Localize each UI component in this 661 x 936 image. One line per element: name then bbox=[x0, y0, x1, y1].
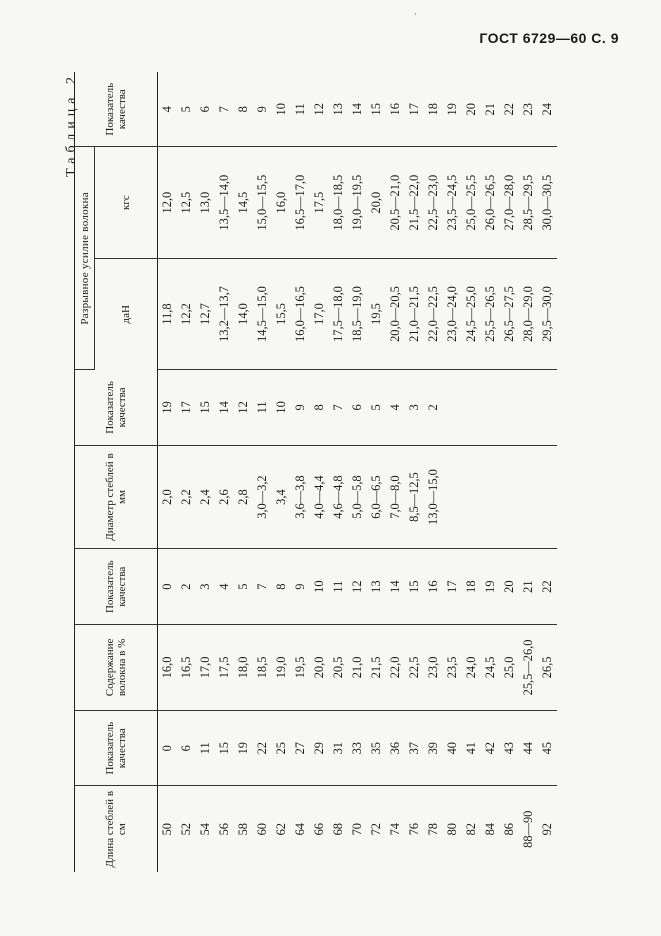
cell-diameter bbox=[519, 445, 538, 549]
cell-dan: 16,0—16,5 bbox=[291, 258, 310, 369]
cell-fiber: 18,0 bbox=[234, 624, 253, 710]
col-header-dan: даН bbox=[95, 258, 158, 369]
table-row bbox=[234, 72, 253, 872]
cell-quality-2: 4 bbox=[215, 549, 234, 624]
cell-quality-4: 9 bbox=[253, 72, 272, 147]
cell-length: 58 bbox=[236, 823, 250, 836]
cell-quality-3: 6 bbox=[348, 370, 367, 445]
cell-quality-2: 22 bbox=[538, 549, 557, 624]
cell-quality-3: 9 bbox=[291, 370, 310, 445]
cell-quality-1: 31 bbox=[329, 710, 348, 785]
cell-quality-4: 13 bbox=[329, 72, 348, 147]
cell-dan: 24,5—25,0 bbox=[462, 258, 481, 369]
cell-quality-1: 39 bbox=[424, 710, 443, 785]
cell-quality-3: 17 bbox=[177, 370, 196, 445]
cell-quality-3 bbox=[462, 370, 481, 445]
cell-diameter: 2,8 bbox=[234, 445, 253, 549]
cell-length: 80 bbox=[445, 823, 459, 836]
table-row bbox=[481, 72, 500, 872]
cell-quality-3: 12 bbox=[234, 370, 253, 445]
cell-fiber: 18,5 bbox=[253, 624, 272, 710]
cell-quality-3: 7 bbox=[329, 370, 348, 445]
col-header-quality-2: Показатель качества bbox=[75, 549, 158, 624]
cell-fiber: 24,0 bbox=[462, 624, 481, 710]
cell-quality-3 bbox=[500, 370, 519, 445]
cell-quality-1: 29 bbox=[310, 710, 329, 785]
table-row bbox=[272, 72, 291, 872]
cell-quality-4: 10 bbox=[272, 72, 291, 147]
cell-quality-4: 19 bbox=[443, 72, 462, 147]
col-header-quality-4: Показатель качества bbox=[75, 72, 158, 147]
cell-quality-2: 7 bbox=[253, 549, 272, 624]
cell-dan: 19,5 bbox=[367, 258, 386, 369]
cell-diameter: 7,0—8,0 bbox=[386, 445, 405, 549]
cell-dan: 14,5—15,0 bbox=[253, 258, 272, 369]
table-row bbox=[215, 72, 234, 872]
cell-dan: 18,5—19,0 bbox=[348, 258, 367, 369]
cell-diameter bbox=[481, 445, 500, 549]
cell-kgs: 27,0—28,0 bbox=[500, 147, 519, 258]
cell-quality-4: 4 bbox=[158, 72, 178, 147]
table-row bbox=[253, 72, 272, 872]
cell-quality-2: 3 bbox=[196, 549, 215, 624]
cell-quality-1: 43 bbox=[500, 710, 519, 785]
col-header-quality-1: Показатель качества bbox=[75, 710, 158, 785]
table-row bbox=[291, 72, 310, 872]
cell-dan: 22,0—22,5 bbox=[424, 258, 443, 369]
cell-quality-1: 37 bbox=[405, 710, 424, 785]
table-row bbox=[424, 72, 443, 872]
cell-kgs: 12,0 bbox=[158, 147, 178, 258]
cell-quality-1: 33 bbox=[348, 710, 367, 785]
table-row bbox=[405, 72, 424, 872]
cell-quality-2: 0 bbox=[158, 549, 178, 624]
cell-length: 60 bbox=[255, 823, 269, 836]
page-header: ГОСТ 6729—60 С. 9 bbox=[479, 30, 619, 46]
rotated-table-area bbox=[56, 62, 616, 872]
cell-quality-2: 19 bbox=[481, 549, 500, 624]
col-header-quality-3: Показатель качества bbox=[75, 370, 158, 445]
cell-diameter: 8,5—12,5 bbox=[405, 445, 424, 549]
col-header-force-group: Разрывное усилие волокна bbox=[75, 147, 95, 370]
cell-quality-4: 15 bbox=[367, 72, 386, 147]
cell-fiber: 25,5—26,0 bbox=[519, 624, 538, 710]
cell-length: 70 bbox=[350, 823, 364, 836]
cell-dan: 11,8 bbox=[158, 258, 178, 369]
cell-dan: 20,0—20,5 bbox=[386, 258, 405, 369]
cell-fiber: 20,0 bbox=[310, 624, 329, 710]
col-header-length: Длина стеблей в см bbox=[75, 786, 158, 872]
cell-quality-4: 16 bbox=[386, 72, 405, 147]
cell-length: 54 bbox=[198, 823, 212, 836]
table-row bbox=[462, 72, 481, 872]
cell-length: 66 bbox=[312, 823, 326, 836]
cell-quality-1: 44 bbox=[519, 710, 538, 785]
cell-quality-4: 20 bbox=[462, 72, 481, 147]
cell-kgs: 15,0—15,5 bbox=[253, 147, 272, 258]
cell-diameter: 3,6—3,8 bbox=[291, 445, 310, 549]
cell-quality-3: 15 bbox=[196, 370, 215, 445]
cell-quality-2: 9 bbox=[291, 549, 310, 624]
cell-quality-4: 21 bbox=[481, 72, 500, 147]
cell-kgs: 19,0—19,5 bbox=[348, 147, 367, 258]
cell-fiber: 21,5 bbox=[367, 624, 386, 710]
cell-kgs: 17,5 bbox=[310, 147, 329, 258]
cell-kgs: 23,5—24,5 bbox=[443, 147, 462, 258]
cell-dan: 14,0 bbox=[234, 258, 253, 369]
cell-fiber: 16,0 bbox=[158, 624, 178, 710]
cell-length: 84 bbox=[483, 823, 497, 836]
cell-quality-1: 0 bbox=[158, 710, 178, 785]
table-row bbox=[329, 72, 348, 872]
cell-kgs: 30,0—30,5 bbox=[538, 147, 557, 258]
cell-quality-2: 15 bbox=[405, 549, 424, 624]
cell-quality-3: 2 bbox=[424, 370, 443, 445]
table-row bbox=[196, 72, 215, 872]
cell-quality-2: 18 bbox=[462, 549, 481, 624]
cell-kgs: 25,0—25,5 bbox=[462, 147, 481, 258]
cell-kgs: 13,0 bbox=[196, 147, 215, 258]
cell-diameter bbox=[443, 445, 462, 549]
cell-diameter: 3,4 bbox=[272, 445, 291, 549]
cell-kgs: 14,5 bbox=[234, 147, 253, 258]
cell-kgs: 28,5—29,5 bbox=[519, 147, 538, 258]
cell-diameter: 6,0—6,5 bbox=[367, 445, 386, 549]
cell-quality-2: 10 bbox=[310, 549, 329, 624]
cell-length: 76 bbox=[407, 823, 421, 836]
cell-quality-4: 5 bbox=[177, 72, 196, 147]
table-row bbox=[158, 72, 178, 872]
cell-diameter: 2,2 bbox=[177, 445, 196, 549]
cell-length: 88—90 bbox=[521, 810, 535, 848]
cell-length: 92 bbox=[540, 823, 554, 836]
cell-dan: 13,2—13,7 bbox=[215, 258, 234, 369]
cell-fiber: 24,5 bbox=[481, 624, 500, 710]
cell-length: 72 bbox=[369, 823, 383, 836]
cell-quality-3 bbox=[443, 370, 462, 445]
cell-fiber: 17,5 bbox=[215, 624, 234, 710]
cell-dan: 26,5—27,5 bbox=[500, 258, 519, 369]
cell-dan: 25,5—26,5 bbox=[481, 258, 500, 369]
table-title: Таблица 2 bbox=[64, 72, 79, 177]
cell-diameter: 4,0—4,4 bbox=[310, 445, 329, 549]
cell-length: 56 bbox=[217, 823, 231, 836]
cell-fiber: 25,0 bbox=[500, 624, 519, 710]
cell-dan: 17,0 bbox=[310, 258, 329, 369]
cell-quality-1: 25 bbox=[272, 710, 291, 785]
cell-quality-4: 11 bbox=[291, 72, 310, 147]
cell-kgs: 18,0—18,5 bbox=[329, 147, 348, 258]
cell-kgs: 13,5—14,0 bbox=[215, 147, 234, 258]
cell-length: 74 bbox=[388, 823, 402, 836]
cell-quality-2: 11 bbox=[329, 549, 348, 624]
cell-quality-1: 41 bbox=[462, 710, 481, 785]
cell-quality-1: 45 bbox=[538, 710, 557, 785]
cell-dan: 12,2 bbox=[177, 258, 196, 369]
cell-dan: 17,5—18,0 bbox=[329, 258, 348, 369]
cell-kgs: 12,5 bbox=[177, 147, 196, 258]
cell-length: 64 bbox=[293, 823, 307, 836]
cell-quality-4: 23 bbox=[519, 72, 538, 147]
cell-quality-3: 11 bbox=[253, 370, 272, 445]
cell-length: 50 bbox=[160, 823, 174, 836]
col-header-fiber: Содержание волокна в % bbox=[75, 624, 158, 710]
table-row bbox=[538, 72, 557, 872]
cell-diameter: 3,0—3,2 bbox=[253, 445, 272, 549]
speck: · bbox=[414, 10, 417, 19]
cell-kgs: 21,5—22,0 bbox=[405, 147, 424, 258]
cell-quality-1: 27 bbox=[291, 710, 310, 785]
cell-quality-2: 21 bbox=[519, 549, 538, 624]
table-row bbox=[367, 72, 386, 872]
table-body bbox=[158, 72, 558, 872]
cell-quality-3: 4 bbox=[386, 370, 405, 445]
cell-diameter: 2,6 bbox=[215, 445, 234, 549]
cell-quality-4: 22 bbox=[500, 72, 519, 147]
cell-fiber: 23,5 bbox=[443, 624, 462, 710]
cell-dan: 28,0—29,0 bbox=[519, 258, 538, 369]
cell-quality-1: 22 bbox=[253, 710, 272, 785]
table-row bbox=[500, 72, 519, 872]
cell-length: 68 bbox=[331, 823, 345, 836]
cell-fiber: 20,5 bbox=[329, 624, 348, 710]
cell-kgs: 16,0 bbox=[272, 147, 291, 258]
cell-dan: 12,7 bbox=[196, 258, 215, 369]
cell-dan: 21,0—21,5 bbox=[405, 258, 424, 369]
cell-quality-4: 7 bbox=[215, 72, 234, 147]
cell-kgs: 22,5—23,0 bbox=[424, 147, 443, 258]
cell-quality-1: 19 bbox=[234, 710, 253, 785]
quality-table bbox=[74, 72, 557, 872]
cell-fiber: 22,5 bbox=[405, 624, 424, 710]
cell-quality-4: 17 bbox=[405, 72, 424, 147]
cell-kgs: 20,5—21,0 bbox=[386, 147, 405, 258]
cell-quality-2: 14 bbox=[386, 549, 405, 624]
cell-fiber: 16,5 bbox=[177, 624, 196, 710]
cell-quality-2: 2 bbox=[177, 549, 196, 624]
cell-length: 78 bbox=[426, 823, 440, 836]
cell-quality-1: 11 bbox=[196, 710, 215, 785]
cell-quality-1: 6 bbox=[177, 710, 196, 785]
cell-quality-4: 14 bbox=[348, 72, 367, 147]
cell-length: 52 bbox=[179, 823, 193, 836]
table-row bbox=[519, 72, 538, 872]
table-row bbox=[348, 72, 367, 872]
cell-quality-2: 12 bbox=[348, 549, 367, 624]
cell-diameter bbox=[500, 445, 519, 549]
table-row bbox=[443, 72, 462, 872]
cell-quality-2: 5 bbox=[234, 549, 253, 624]
cell-fiber: 23,0 bbox=[424, 624, 443, 710]
cell-quality-3: 5 bbox=[367, 370, 386, 445]
cell-quality-4: 12 bbox=[310, 72, 329, 147]
cell-quality-3: 14 bbox=[215, 370, 234, 445]
table-row bbox=[310, 72, 329, 872]
cell-quality-2: 13 bbox=[367, 549, 386, 624]
cell-diameter bbox=[538, 445, 557, 549]
cell-quality-4: 18 bbox=[424, 72, 443, 147]
cell-quality-3 bbox=[519, 370, 538, 445]
cell-quality-3 bbox=[538, 370, 557, 445]
cell-quality-1: 15 bbox=[215, 710, 234, 785]
table-row bbox=[177, 72, 196, 872]
cell-diameter: 2,4 bbox=[196, 445, 215, 549]
cell-quality-3 bbox=[481, 370, 500, 445]
cell-fiber: 19,5 bbox=[291, 624, 310, 710]
cell-diameter: 2,0 bbox=[158, 445, 178, 549]
cell-kgs: 26,0—26,5 bbox=[481, 147, 500, 258]
table-row bbox=[386, 72, 405, 872]
cell-diameter: 13,0—15,0 bbox=[424, 445, 443, 549]
cell-length: 82 bbox=[464, 823, 478, 836]
cell-length: 86 bbox=[502, 823, 516, 836]
cell-quality-1: 35 bbox=[367, 710, 386, 785]
col-header-kgs: кгс bbox=[95, 147, 158, 258]
cell-quality-2: 17 bbox=[443, 549, 462, 624]
cell-length: 62 bbox=[274, 823, 288, 836]
cell-diameter: 5,0—5,8 bbox=[348, 445, 367, 549]
cell-quality-3: 10 bbox=[272, 370, 291, 445]
cell-quality-2: 8 bbox=[272, 549, 291, 624]
cell-quality-2: 16 bbox=[424, 549, 443, 624]
cell-quality-2: 20 bbox=[500, 549, 519, 624]
cell-fiber: 21,0 bbox=[348, 624, 367, 710]
col-header-diameter: Диаметр стеблей в мм bbox=[75, 445, 158, 549]
cell-quality-3: 8 bbox=[310, 370, 329, 445]
cell-kgs: 16,5—17,0 bbox=[291, 147, 310, 258]
cell-quality-3: 19 bbox=[158, 370, 178, 445]
cell-quality-1: 40 bbox=[443, 710, 462, 785]
cell-quality-1: 42 bbox=[481, 710, 500, 785]
cell-fiber: 17,0 bbox=[196, 624, 215, 710]
cell-quality-3: 3 bbox=[405, 370, 424, 445]
cell-quality-4: 6 bbox=[196, 72, 215, 147]
cell-quality-4: 8 bbox=[234, 72, 253, 147]
cell-diameter bbox=[462, 445, 481, 549]
cell-dan: 29,5—30,0 bbox=[538, 258, 557, 369]
cell-quality-1: 36 bbox=[386, 710, 405, 785]
cell-dan: 15,5 bbox=[272, 258, 291, 369]
cell-quality-4: 24 bbox=[538, 72, 557, 147]
cell-kgs: 20,0 bbox=[367, 147, 386, 258]
cell-dan: 23,0—24,0 bbox=[443, 258, 462, 369]
cell-fiber: 22,0 bbox=[386, 624, 405, 710]
cell-fiber: 26,5 bbox=[538, 624, 557, 710]
cell-diameter: 4,6—4,8 bbox=[329, 445, 348, 549]
cell-fiber: 19,0 bbox=[272, 624, 291, 710]
